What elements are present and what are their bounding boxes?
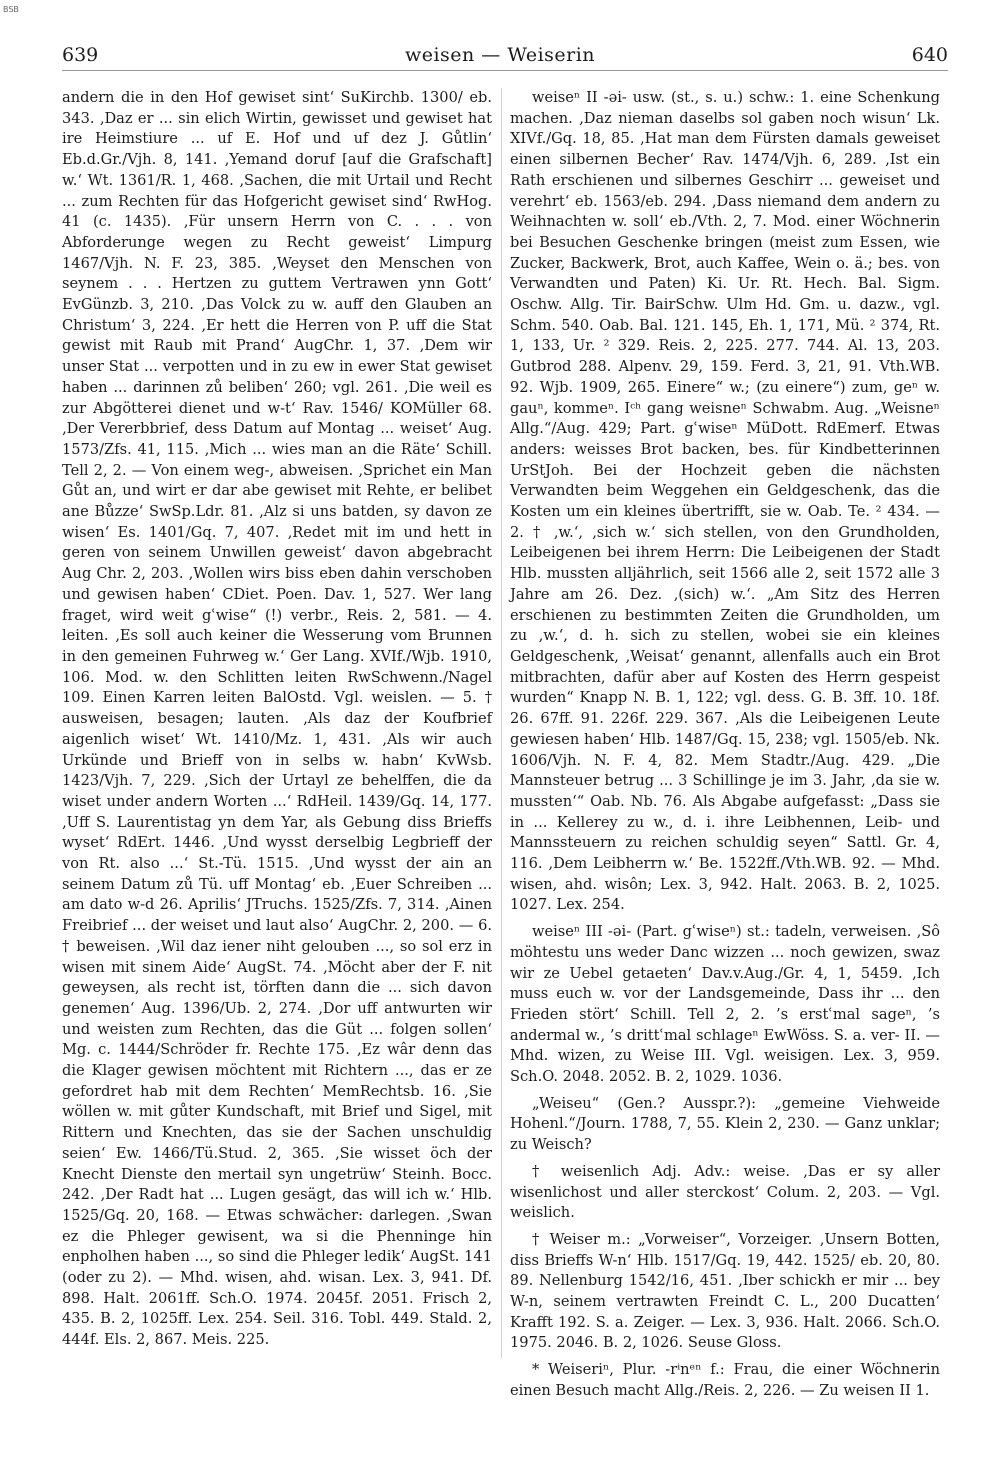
right-column (510, 88, 940, 1402)
page-number-right: 640 (911, 44, 948, 66)
entry-weiser: † Weiser m.: „Vorweiser“, Vorzeiger. ‚Unsern Botten, diss Brieffs W-n‘ Hlb. 1517/Gq. 19, 442. 1525/ eb. 20, 80. 89. Nellenburg 1542/16, 451. ‚Iber schickh er mir ... bey W-n, seinem vertrawten Freindt C. L., 200 Ducatten‘ Krafft 192. S. a. Zeiger. — Lex. 3, 936. Halt. 2066. Sch.O. 1975. 2046. B. 2, 1026. Seuse Gloss. (510, 1230, 940, 1352)
page-number-left: 639 (62, 44, 99, 66)
entry-weisen-continued: andern die in den Hof gewiset sint‘ SuKirchb. 1300/ eb. 343. ‚Daz er ... sin elich Wirtin, gewisset und gewiset hat ire Heimstiure ... uf E. Hof und uf dez J. Gůtlin‘ Eb.d.Gr./Vjh. 8, 141. ‚Yemand doruf [auf die Grafschaft] w.‘ Wt. 1361/R. 1, 468. ‚Sachen, die mit Urtail und Recht ... zum Rechten für das Hofgericht gewiset sind‘ RwHog. 41 (c. 1435). ‚Für unsern Herrn von C. . . . von Abforderunge wegen zu Recht geweist‘ Limpurg 1467/Vjh. N. F. 23, 385. ‚Weyset den Menschen von seynem . . . Hertzen zu guttem Vertrawen ynn Gott‘ EvGünzb. 3, 210. ‚Das Volck zu w. auff den Glauben an Christum‘ 3, 224. ‚Er hett die Herren von P. uff die Stat gewist mit Raub mit Prand‘ AugChr. 1, 37. ‚Dem wir unser Stat ... verpotten und in zu ew in ewer Stat gewiset haben ... darinnen zů beliben‘ 260; vgl. 261. ‚Die weil es zur Abgötterei dienet und w-t‘ Rav. 1546/ KOMüller 68. ‚Der Vererbbrief, dess Datum auf Montag ... weiset‘ Aug. 1573/Zfs. 41, 115. ‚Mich ... wies man an die Räte‘ Schill. Tell 2, 2. — Von einem weg-, abweisen. ‚Sprichet ein Man Gůt an, und wirt er dar abe gewiset mit Rehte, er belibet ane Bůzze‘ SwSp.Ldr. 81. ‚Alz si uns batden, sy davon ze wisen‘ Es. 1401/Gq. 7, 407. ‚Redet mit im und hett in geren von seinem Unwillen geweist‘ davon abgebracht Aug Chr. 2, 203. ‚Wollen wirs biss eben dahin verschoben und gewisen haben‘ CDiet. Poen. Dav. 1, 527. Wer lang fraget, wird weit gʿwise“ (!) verbr., Reis. 2, 581. — 4. leiten. ‚Es soll auch keiner die Wesserung vom Brunnen in den gemeinen Fuhrweg w.‘ Ger Lang. XVIf./Wjb. 1910, 106. Mod. w. den Schlitten leiten RwSchwenn./Nagel 109. Einen Karren leiten BalOstd. Vgl. weislen. — 5. † ausweisen, besagen; lauten. ‚Als daz der Koufbrief aigenlich wiset‘ Wt. 1410/Mz. 1, 431. ‚Als wir auch Urkünde und Brieff von in selbs w. habn‘ KvWsb. 1423/Vjh. 7, 229. ‚Sich der Urtayl ze behelffen, die da wiset under andern Worten ...‘ RdHeil. 1439/Gq. 14, 177. ‚Uff S. Laurentistag yn dem Yar, als Gebung diss Brieffs wyset‘ RdErt. 1446. ‚Und wysst derselbig Legbrieff der von Rt. also ...‘ St.-Tü. 1515. ‚Und wysst der ain an seinem Datum zů Tü. uff Montag‘ eb. ‚Euer Schreiben ... am dato w-d 26. Aprilis‘ JTruchs. 1525/Zfs. 7, 314. ‚Ainen Freibrief ... der weiset und laut also‘ AugChr. 2, 200. — 6. † beweisen. ‚Wil daz iener niht gelouben ..., so sol erz in wisen mit sinem Aide‘ AugSt. 74. ‚Möcht aber der F. nit geweysen, als recht ist, törften dann die ... sich davon genemen‘ Aug. 1396/Ub. 2, 274. ‚Dor uff antwurten wir und weisten zum Rechten, das die Güt ... folgen sollen‘ Mg. c. 1444/Schröder fr. Rechte 175. ‚Ez wâr denn das die Klager gewisen möchtent mit Richtern ..., das er ze gefordret hab mit dem Rechten‘ MemRechtsb. 16. ‚Sie wöllen w. mit gůter Kundschaft, mit Brief und Sigel, mit Rittern und Knechten, das sie der Sachen unschuldig seien‘ Ew. 1466/Tü.Stud. 2, 365. ‚Sie wisset öch der Knecht Dienste den mertail syn ungetrüw‘ Steinh. Bocc. 242. ‚Der Radt hat ... Lugen gesägt, das will ich w.‘ Hlb. 1525/Gq. 20, 168. — Etwas schwächer: darlegen. ‚Swan ez die Phleger gewisent, wa si die Phenninge hin enpholhen haben ..., so sind die Phleger ledik‘ AugSt. 141 (oder zu 2). — Mhd. wisen, ahd. wisan. Lex. 3, 941. Df. 898. Halt. 2061ff. Sch.O. 1974. 2045f. 2051. Frisch 2, 435. B. 2, 1025ff. Lex. 254. Seil. 316. Tobl. 449. Stald. 2, 444f. Els. 2, 867. Meis. 225. (62, 89, 492, 1349)
entry-weiseu: „Weiseu“ (Gen.? Ausspr.?): „gemeine Viehweide Hohenl.“/Journ. 1788, 7, 55. Klein 2, 230. — Ganz unklar; zu Weisch? (510, 1094, 940, 1154)
entry-weiserin: * Weiseriⁿ, Plur. -rⁱnᵉⁿ f.: Frau, die einer Wöchnerin einen Besuch macht Allg./Reis. 2, 226. — Zu weisen II 1. (510, 1361, 940, 1399)
entry-weisen-iii: weiseⁿ III -əi- (Part. gʿwiseⁿ) st.: tadeln, verweisen. ‚Sô möhtestu uns weder Danc wizzen ... noch gewizen, swaz wir ze Uebel getaeten‘ Dav.v.Aug./Gr. 4, 1, 5459. ‚Ich muss euch w. vor der Landsgemeinde, Dass ihr ... den Frieden stört‘ Schill. Tell 2, 2. ’s erstʿmal sageⁿ, ’s andermal w., ’s drittʿmal schlageⁿ EwWöss. S. a. ver- II. — Mhd. wizen, zu Weise III. Vgl. weisigen. Lex. 3, 959. Sch.O. 2048. 2052. B. 2, 1029. 1036. (510, 923, 940, 1086)
header-rule (62, 70, 948, 71)
running-title: weisen — Weiserin (404, 44, 596, 66)
entry-weisen-ii: weiseⁿ II -əi- usw. (st., s. u.) schw.: 1. eine Schenkung machen. ‚Daz nieman daselbs sol gaben noch wisun‘ Lk. XIVf./Gq. 18, 85. ‚Hat man dem Fürsten damals geweiset einen silbernen Becher‘ Rav. 1474/Vjh. 6, 289. ‚Ist ein Rath erschienen und silbernes Geschirr ... geweiset und verehrt‘ eb. 1563/eb. 294. ‚Dass niemand dem andern zu Weihnachten w. soll‘ eb./Vth. 2, 7. Mod. einer Wöchnerin bei Besuchen Geschenke bringen (meist zum Essen, wie Zucker, Backwerk, Brot, auch Kaffee, Wein o. ä.; bes. von Verwandten und Paten) Ki. Ur. Rt. Hech. Bal. Sigm. Oschw. Allg. Tir. BairSchw. Ulm Hd. Gm. u. dazw., vgl. Schm. 540. Oab. Bal. 121. 145, Eh. 1, 171, Mü. ² 374, Rt. 1, 133, Ur. ² 329. Reis. 2, 225. 277. 744. Al. 13, 203. Gutbrod 288. Alpenv. 29, 159. Ferd. 3, 21, 91. Vth.WB. 92. Wjb. 1909, 265. Einere“ w.; (zu einere“) zum, geⁿ w. gauⁿ, kommeⁿ. Iᶜʰ gang weisneⁿ Schwabm. Aug. „Weisneⁿ Allg.“/Aug. 429; Part. gʿwiseⁿ MüDott. RdEmerf. Etwas anders: weisses Brot backen, bes. für Kindbetterinnen UrStJoh. Bei der Hochzeit geben die nächsten Verwandten beim Weggehen ein Geldgeschenk, das die Kosten um ein kleines übertrifft, sie w. Oab. Te. ² 434. — 2. † ‚w.‘, ‚sich w.‘ sich stellen, von den Grundholden, Leibeigenen bei ihrem Herrn: Die Leibeigenen der Stadt Hlb. mussten alljährlich, seit 1566 alle 2, seit 1572 alle 3 Jahre am 26. Dez. ‚(sich) w.‘. „Am Sitz des Herren erschienen zu bestimmten Zeiten die Grundholden, um zu ‚w.‘, d. h. sich zu stellen, wobei sie ein kleines Geldgeschenk, ‚Weisat‘ genannt, allenfalls auch ein Brot mitbrachten, dafür aber auf Kosten des Herrn gespeist wurden“ Knapp N. B. 1, 122; vgl. dess. G. B. 3ff. 10. 18f. 26. 67ff. 91. 226f. 229. 367. ‚Als die Leibeigenen Leute gewiesen haben‘ Hlb. 1487/Gq. 15, 238; vgl. 1505/eb. Nk. 1606/Vjh. N. F. 4, 82. Mem Stadtr./Aug. 429. „Die Mannsteuer betrug ... 3 Schillinge je im 3. Jahr, ‚da sie w. mussten‘“ Oab. Nb. 76. Als Abgabe aufgefasst: „Dass sie in ... Kellerey zu w., d. i. ihre Leibhennen, Leib- und Mannssteuern zu reichen schuldig seyen“ Sattl. Gr. 4, 116. ‚Dem Leibherrn w.‘ Be. 1522ff./Vth.WB. 92. — Mhd. wisen, ahd. wisôn; Lex. 3, 942. Halt. 2063. B. 2, 1025. 1027. Lex. 254. (510, 89, 940, 914)
column-divider (501, 88, 502, 1358)
left-column (62, 88, 492, 1351)
entry-weisenlich: † weisenlich Adj. Adv.: weise. ‚Das er sy aller wisenlichost und aller sterckost‘ Colum. 2, 203. — Vgl. weislich. (510, 1162, 940, 1222)
library-stamp: BSB (3, 5, 19, 14)
